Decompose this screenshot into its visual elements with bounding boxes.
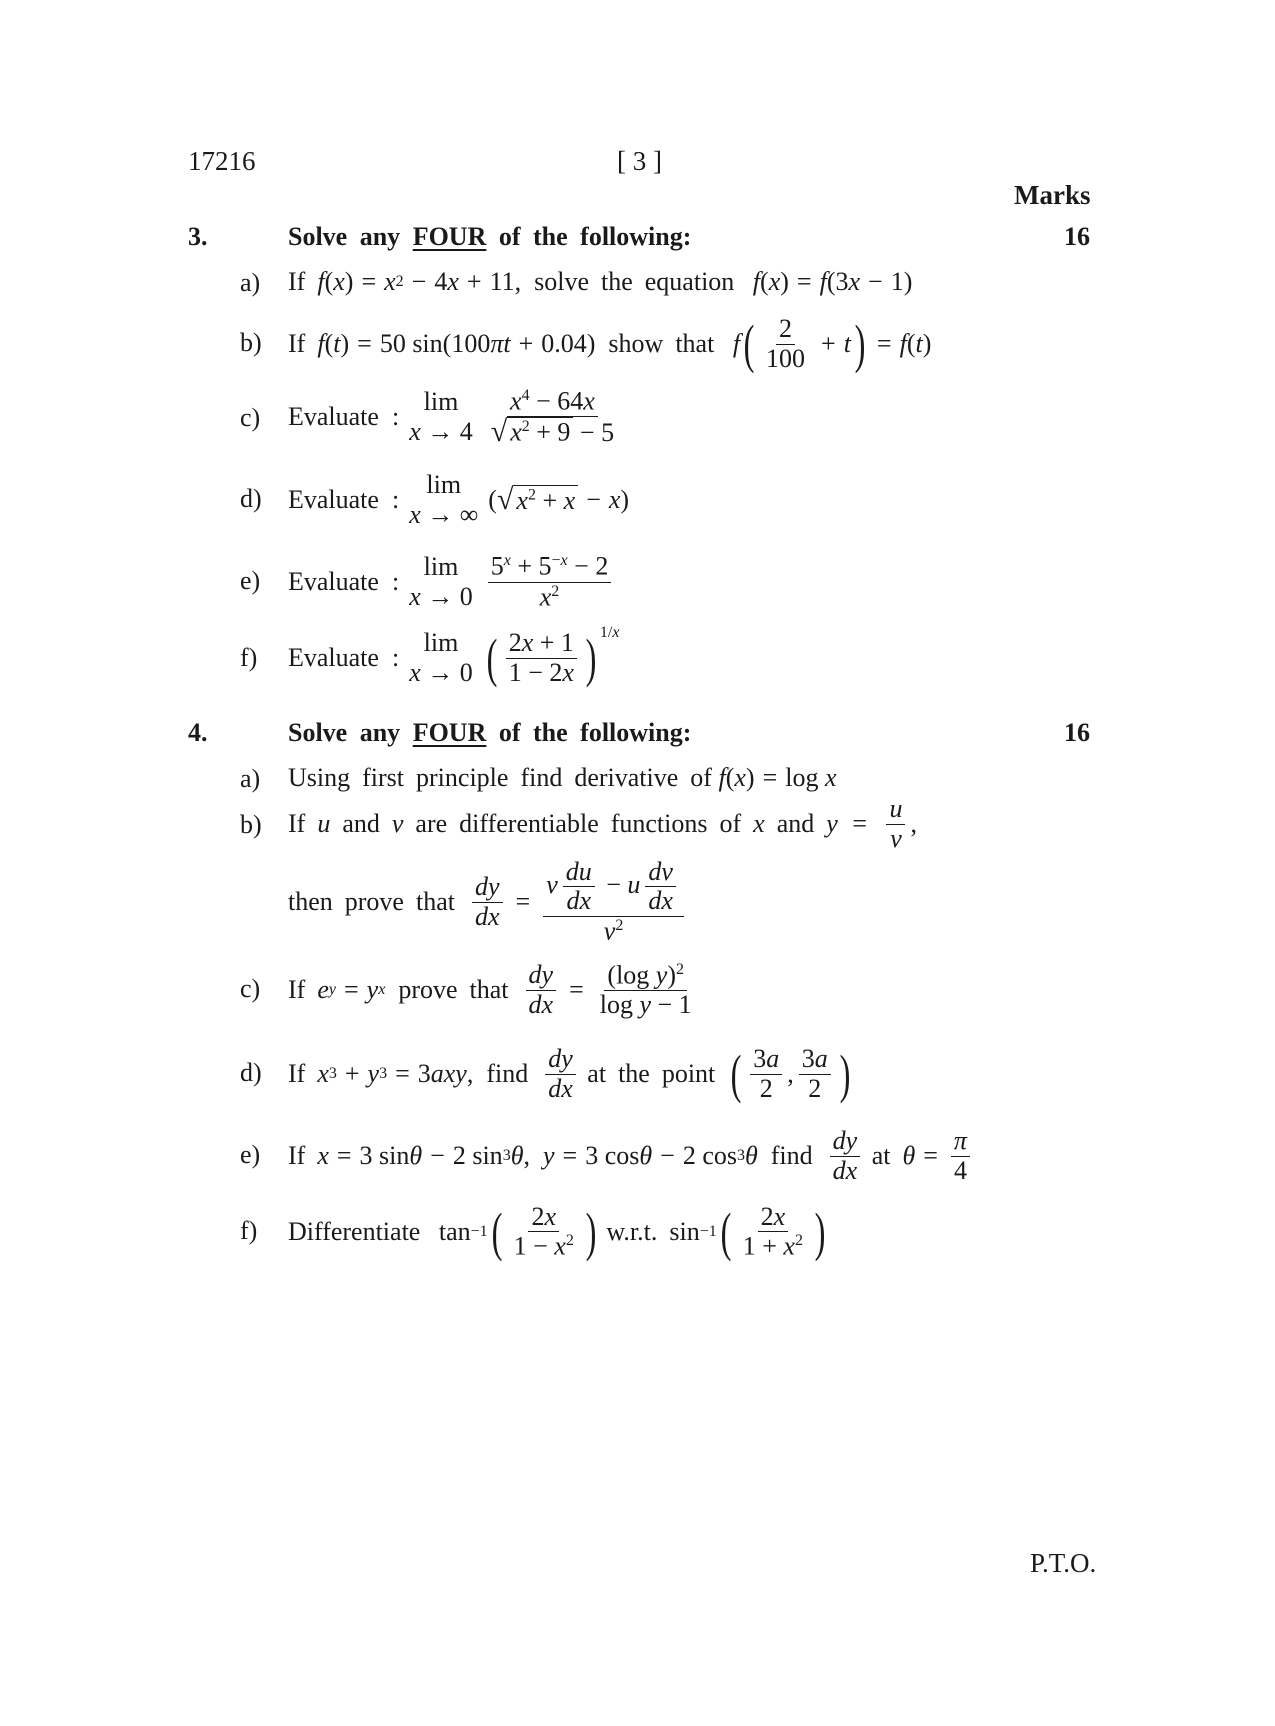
title-pre: Solve any	[288, 222, 401, 251]
item-label: e)	[240, 1140, 261, 1169]
title-pre: Solve any	[288, 718, 401, 747]
page-number: [ 3 ]	[617, 146, 662, 176]
title-key: FOUR	[412, 222, 487, 251]
item-4c: If e y = y x prove that $\frac{dy}{dx}$ = $\frac{(\log y)^2}{\text{log y − 1}}$	[288, 959, 692, 1019]
item-4e: If x = 3 sin θ − 2 sin 3 θ , y = 3 cos θ − 2 cos 3 θ find $\frac{dy}{dx}$ at θ = $\frac{\pi}{4}$	[288, 1122, 975, 1190]
item-3c: Evaluate : lim x → 4 $x^4 - 64x$ √ $x^2 + 9$ − 5	[288, 386, 615, 448]
item-label: a)	[240, 268, 261, 297]
item-label: b)	[240, 810, 262, 839]
title-post: of the following:	[498, 222, 692, 251]
item-label: c)	[240, 974, 261, 1003]
paper-code: 17216	[188, 146, 256, 176]
item-4b-line1: If u and v are differentiable functions of x and y = $\frac{u}{v}$ ,	[288, 793, 917, 853]
question-title	[288, 222, 691, 252]
item-3b: If f ( t ) = 50 sin(100 πt + 0.04) show that f ( $\frac{2}{100}$ + t ) = f ( t )	[288, 313, 932, 374]
pto-note: P.T.O.	[1030, 1548, 1097, 1578]
item-4b-line2: then prove that $\frac{dy}{dx}$ = v $\frac{du}{dx}$ − u $\frac{dv}{dx}$ $v^2$	[288, 852, 689, 952]
item-label: c)	[240, 403, 261, 432]
question-title	[288, 718, 691, 748]
item-4d: If x 3 + y 3 = 3 axy , find $\frac{dy}{dx}$ at the point ( $\frac{3a}{2}$ , $\frac{3a}{2}$ )	[288, 1043, 851, 1104]
marks-heading: Marks	[1014, 180, 1091, 210]
item-3d: Evaluate : lim x → ∞ ( √ $x^2 + x$ − x )	[288, 470, 630, 529]
question-number: 3.	[188, 222, 208, 251]
question-number: 4.	[188, 718, 208, 747]
item-label: d)	[240, 484, 262, 513]
item-label: e)	[240, 566, 261, 595]
question-marks: 16	[1064, 718, 1090, 747]
title-key: FOUR	[412, 718, 487, 747]
item-3a: If f ( x ) = x 2 − 4 x + 11, solve the equation f ( x ) = f (3 x − 1)	[288, 267, 913, 296]
item-4a: Using first principle find derivative of f ( x ) = log x	[288, 763, 837, 792]
item-3e: Evaluate : lim x → 0 $\frac{5^x + 5^{-x} - 2}{x^2}$	[288, 548, 616, 616]
item-label: f)	[240, 643, 258, 672]
item-label: b)	[240, 328, 262, 357]
question-marks: 16	[1064, 222, 1090, 251]
item-4f: Differentiate tan −1 ( $\frac{2x}{1 - x^2}$ ) w.r.t. sin −1 ( $\frac{2x}{1 + x^2}$ )	[288, 1201, 826, 1262]
item-label: d)	[240, 1058, 262, 1087]
item-label: a)	[240, 764, 261, 793]
title-post: of the following:	[498, 718, 692, 747]
item-label: f)	[240, 1216, 258, 1245]
item-3f: Evaluate : lim x → 0 ( $\frac{2x + 1}{1 - 2x}$ ) 1/x	[288, 624, 620, 688]
